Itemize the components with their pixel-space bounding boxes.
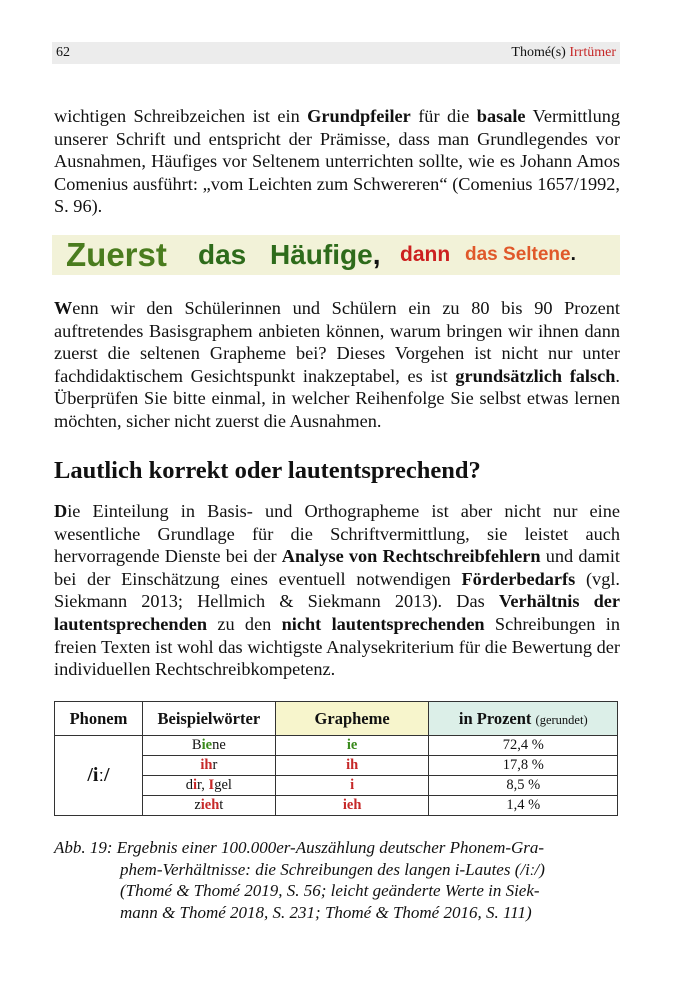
figure-caption: Abb. 19: Ergebnis einer 100.000er-Auszählung deutscher Phonem-Gra- phem-Verhältnisse: die Schreibungen des langen i-Lautes (/iː/) (Thomé & Thomé 2019, S. 56; leicht geänderte Werte in Siek- mann & Thomé 2018, S. 231; Thomé & Thomé 2016, S. 111)	[54, 838, 545, 922]
phoneme-grapheme-table	[54, 701, 618, 816]
grapheme-cell: i	[275, 776, 429, 796]
page-header	[52, 42, 620, 64]
example-cell: zieht	[142, 796, 275, 816]
running-title-accent: Irrtümer	[569, 45, 616, 60]
example-cell: ihr	[142, 756, 275, 776]
header-grapheme: Grapheme	[275, 702, 429, 736]
phoneme-cell: /iː/	[55, 736, 143, 816]
header-beispielwoerter: Beispielwörter	[142, 702, 275, 736]
paragraph-1: wichtigen Schreibzeichen ist ein Grundpfeiler für die basale Vermittlung unserer Schrift und entspricht der Prämisse, dass man Grundlegendes vor Ausnahmen, Häufiges vor Seltenem unterrichten sollte, wie es Johann Amos Comenius ausführt: „vom Leichten zum Schwereren“ (Comenius 1657/1992, S. 96).	[54, 106, 621, 217]
header-prozent: in Prozent (gerundet)	[429, 702, 618, 736]
slogan-word-das: das	[198, 239, 247, 270]
percent-cell: 8,5 %	[429, 776, 618, 796]
table-row	[55, 736, 618, 756]
percent-cell: 1,4 %	[429, 796, 618, 816]
example-cell: dir, Igel	[142, 776, 275, 796]
example-cell: Biene	[142, 736, 275, 756]
grapheme-cell: ie	[275, 736, 429, 756]
header-phonem: Phonem	[55, 702, 143, 736]
paragraph-2: Wenn wir den Schülerinnen und Schülern ein zu 80 bis 90 Prozent auftretendes Basisgraphem anbieten können, warum bringen wir ihnen dann zuerst die seltenen Grapheme bei? Dieses Vorgehen ist nicht nur unter fachdidaktischem Gesichtspunkt inakzeptabel, es ist grundsätzlich falsch. Überprüfen Sie bitte einmal, in welcher Reihenfolge Sie selbst etwas lernen möchten, sicher nicht zuerst die Ausnahmen.	[54, 298, 620, 431]
percent-cell: 72,4 %	[429, 736, 618, 756]
slogan-word-zuerst: Zuerst	[66, 236, 167, 273]
slogan-word-dann: dann	[400, 243, 451, 266]
running-title: Thomé(s) Irrtümer	[511, 45, 616, 60]
percent-cell: 17,8 %	[429, 756, 618, 776]
grapheme-cell: ieh	[275, 796, 429, 816]
slogan-word-seltene: das Seltene.	[465, 244, 576, 265]
slogan-box	[52, 235, 620, 275]
section-heading: Lautlich korrekt oder lautentsprechend?	[54, 457, 481, 484]
slogan-word-haeufige: Häufige,	[270, 239, 381, 270]
table-header-row	[55, 702, 618, 736]
grapheme-cell: ih	[275, 756, 429, 776]
paragraph-3: Die Einteilung in Basis- und Orthographeme ist aber nicht nur eine wesentliche Grundlage für die Schriftvermittlung, sie leistet auch hervorragende Dienste bei der Analyse von Rechtschreibfehlern und damit bei der Einschätzung eines eventuell notwendigen Förderbedarfs (vgl. Siekmann 2013; Hellmich & Siekmann 2013). Das Verhältnis der lautentsprechenden zu den nicht lautentsprechenden Schreibungen in freien Texten ist wohl das wichtigste Analysekriterium für die Bewertung der individuellen Rechtschreibkompetenz.	[54, 501, 620, 680]
page-number: 62	[56, 45, 70, 60]
